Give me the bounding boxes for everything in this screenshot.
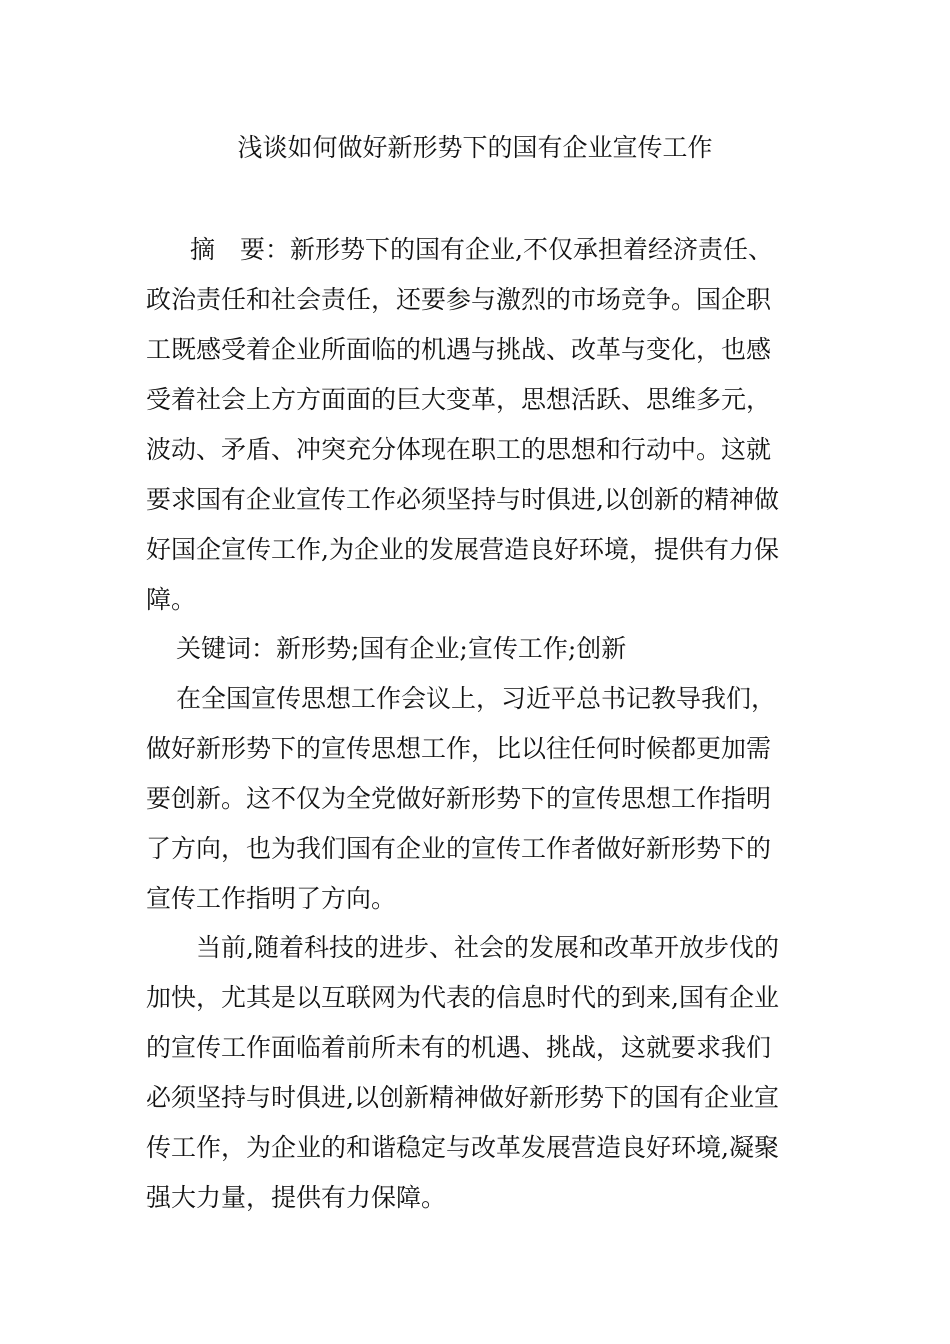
paragraph-line: 在全国宣传思想工作会议上，习近平总书记教导我们， [176, 684, 777, 713]
abstract-line: 障。 [146, 585, 197, 614]
abstract-line: 工既感受着企业所面临的机遇与挑战、改革与变化，也感 [146, 335, 772, 364]
abstract-line: 波动、矛盾、冲突充分体现在职工的思想和行动中。这就 [146, 435, 772, 464]
paragraph-line: 强大力量，提供有力保障。 [146, 1183, 447, 1212]
paragraph-line: 了方向，也为我们国有企业的宣传工作者做好新形势下的 [146, 834, 772, 863]
paragraph-line: 传工作，为企业的和谐稳定与改革发展营造良好环境,凝聚 [146, 1133, 779, 1162]
paragraph-line: 当前,随着科技的进步、社会的发展和改革开放步伐的 [196, 933, 779, 962]
document-title: 浅谈如何做好新形势下的国有企业宣传工作 [237, 133, 713, 162]
abstract-line: 要求国有企业宣传工作必须坚持与时俱进,以创新的精神做 [146, 485, 779, 514]
abstract-line: 好国企宣传工作,为企业的发展营造良好环境，提供有力保 [146, 535, 779, 564]
paragraph-line: 必须坚持与时俱进,以创新精神做好新形势下的国有企业宣 [146, 1083, 779, 1112]
paragraph-line: 要创新。这不仅为全党做好新形势下的宣传思想工作指明 [146, 784, 772, 813]
keywords-line: 关键词：新形势;国有企业;宣传工作;创新 [176, 634, 627, 663]
paragraph-line: 的宣传工作面临着前所未有的机遇、挑战，这就要求我们 [146, 1033, 772, 1062]
abstract-line: 政治责任和社会责任，还要参与激烈的市场竞争。国企职 [146, 285, 772, 314]
paragraph-line: 加快，尤其是以互联网为代表的信息时代的到来,国有企业 [146, 983, 779, 1012]
abstract-line: 摘 要：新形势下的国有企业,不仅承担着经济责任、 [190, 235, 773, 264]
paragraph-line: 宣传工作指明了方向。 [146, 884, 397, 913]
paragraph-line: 做好新形势下的宣传思想工作，比以往任何时候都更加需 [146, 734, 772, 763]
abstract-line: 受着社会上方方面面的巨大变革，思想活跃、思维多元， [146, 385, 772, 414]
